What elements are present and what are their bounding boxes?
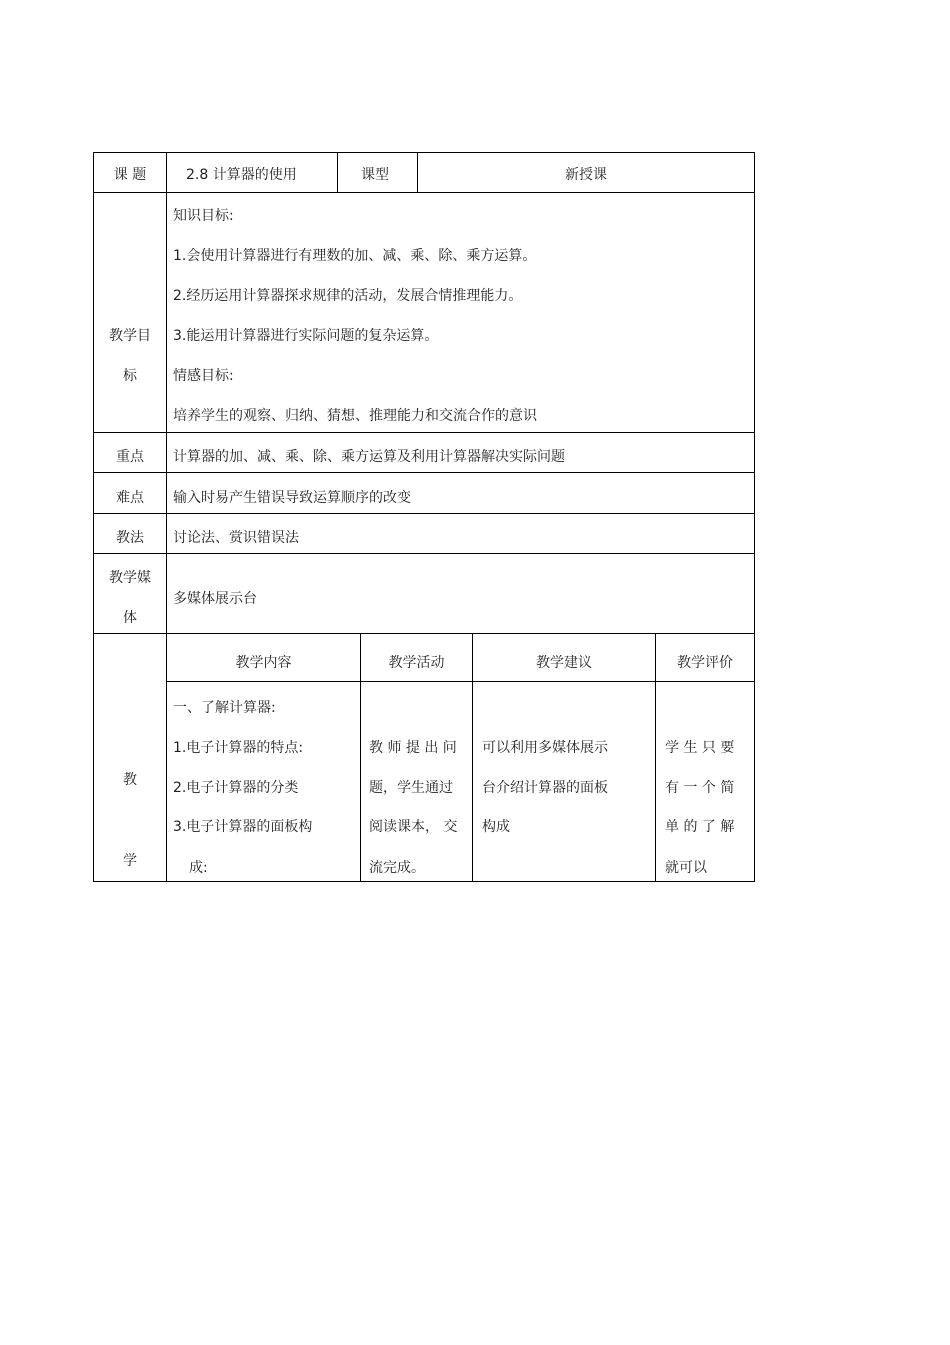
- content-line: 3.电子计算器的面板构: [173, 819, 313, 835]
- row-divider: [93, 192, 755, 193]
- row-divider: [93, 553, 755, 554]
- key-point-label: 重点: [116, 449, 144, 465]
- row-divider: [93, 472, 755, 473]
- difficulty-label: 难点: [116, 490, 144, 506]
- activity-line: 教 师 提 出 问: [369, 740, 457, 756]
- content-line: 2.电子计算器的分类: [173, 780, 299, 796]
- content-line: 成:: [189, 860, 208, 876]
- evaluation-line: 学 生 只 要: [665, 740, 735, 756]
- objective-line: 1.会使用计算器进行有理数的加、减、乘、除、乘方运算。: [173, 248, 537, 264]
- suggestion-line: 台介绍计算器的面板: [482, 780, 608, 796]
- teaching-label-line1: 教: [123, 772, 137, 788]
- column-divider: [337, 152, 338, 193]
- teaching-label-line2: 学: [123, 853, 137, 869]
- objective-line: 情感目标:: [173, 368, 234, 384]
- suggestion-line: 可以利用多媒体展示: [482, 740, 608, 756]
- objective-line: 2.经历运用计算器探求规律的活动，发展合情推理能力。: [173, 288, 523, 304]
- objective-line: 知识目标:: [173, 208, 234, 224]
- objective-line: 3.能运用计算器进行实际问题的复杂运算。: [173, 328, 439, 344]
- type-value: 新授课: [565, 167, 607, 183]
- suggestion-line: 构成: [482, 819, 510, 835]
- evaluation-line: 单 的 了 解: [665, 819, 735, 835]
- activity-line: 题，学生通过: [369, 780, 453, 796]
- key-point-value: 计算器的加、减、乘、除、乘方运算及利用计算器解决实际问题: [173, 449, 565, 465]
- title-label: 课 题: [113, 167, 147, 183]
- column-header-evaluation: 教学评价: [677, 655, 733, 671]
- column-header-content: 教学内容: [235, 655, 292, 671]
- content-line: 1.电子计算器的特点:: [173, 740, 304, 756]
- evaluation-line: 就可以: [665, 860, 707, 876]
- column-header-suggestion: 教学建议: [536, 655, 592, 671]
- media-value: 多媒体展示台: [173, 591, 257, 607]
- difficulty-value: 输入时易产生错误导致运算顺序的改变: [173, 490, 411, 506]
- type-label: 课型: [361, 167, 389, 183]
- column-header-activity: 教学活动: [388, 655, 445, 671]
- row-divider: [93, 432, 755, 433]
- media-label-line1: 教学媒: [109, 570, 151, 586]
- row-divider: [166, 681, 755, 682]
- objectives-label-line2: 标: [123, 368, 137, 384]
- activity-line: 阅读课本， 交: [369, 819, 458, 835]
- activity-line: 流完成。: [369, 860, 425, 876]
- objectives-label-line1: 教学目: [109, 328, 151, 344]
- content-line: 一、了解计算器:: [173, 700, 276, 716]
- media-label-line2: 体: [123, 610, 137, 626]
- method-value: 讨论法、赏识错误法: [173, 530, 299, 546]
- evaluation-line: 有 一 个 简: [665, 780, 735, 796]
- row-divider: [93, 513, 755, 514]
- method-label: 教法: [116, 530, 144, 546]
- column-divider: [166, 152, 167, 882]
- title-value: 2.8 计算器的使用: [186, 167, 297, 183]
- objective-line: 培养学生的观察、归纳、猜想、推理能力和交流合作的意识: [173, 408, 537, 424]
